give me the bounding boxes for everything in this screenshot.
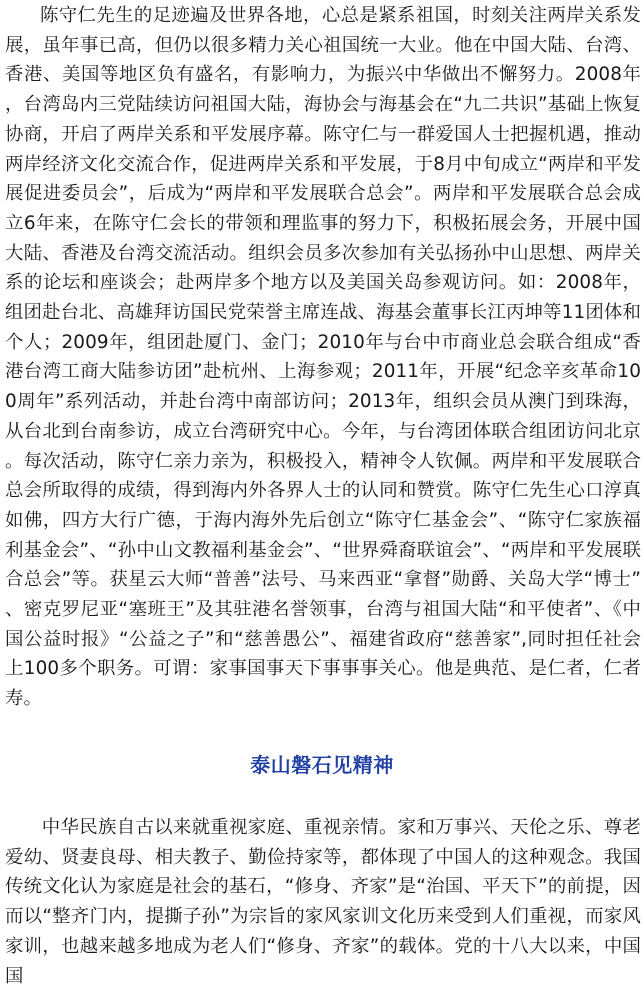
section-heading: 泰山磐石见精神	[250, 753, 394, 777]
body-paragraph-1: 陈守仁先生的足迹遍及世界各地，心总是紧系祖国，时刻关注两岸关系发展，虽年事已高，但仍以很多精力关心祖国统一大业。他在中国大陆、台湾、香港、美国等地区负有盛名，有影响力，为振兴中华做出不懈努力。2008年，台湾岛内三党陆续访问祖国大陆，海协会与海基会在“九二共识”基础上恢复协商，开启了两岸关系和平发展序幕。陈守仁与一群爱国人士把握机遇，推动两岸经济文化交流合作，促进两岸关系和平发展，于8月中旬成立“两岸和平发展促进委员会”，后成为“两岸和平发展联合总会”。两岸和平发展联合总会成立6年来，在陈守仁会长的带领和理监事的努力下，积极拓展会务，开展中国大陆、香港及台湾交流活动。组织会员多次参加有关弘扬孙中山思想、两岸关系的论坛和座谈会；赴两岸多个地方以及美国关岛参观访问。如：2008年，组团赴台北、高雄拜访国民党荣誉主席连战、海基会董事长江丙坤等11团体和个人；2009年，组团赴厦门、金门；2010年与台中市商业总会联合组成“香港台湾工商大陆参访团”赴杭州、上海参观；2011年，开展“纪念辛亥革命100周年”系列活动，并赴台湾中南部访问；2013年，组织会员从澳门到珠海，从台北到台南参访，成立台湾研究中心。今年，与台湾团体联合组团访问北京。每次活动，陈守仁亲力亲为，积极投入，精神令人钦佩。两岸和平发展联合总会所取得的成绩，得到海内外各界人士的认同和赞赏。陈守仁先生心口淳真如佛，四方大行广德，于海内海外先后创立“陈守仁基金会”、“陈守仁家族福利基金会”、“孙中山文教福利基金会”、“世界舜裔联谊会”、“两岸和平发展联合总会”等。获星云大师“普善”法号、马来西亚“拿督”勋爵、关岛大学“博士”、密克罗尼亚“塞班王”及其驻港名誉领事，台湾与祖国大陆“和平使者”、《中国公益时报》“公益之子”和“慈善愚公”、福建省政府“慈善家”,同时担任社会上100多个职务。可谓：家事国事天下事事事关心。他是典范、是仁者，仁者寿。	[5, 5, 641, 710]
body-paragraph-2: 中华民族自古以来就重视家庭、重视亲情。家和万事兴、天伦之乐、尊老爱幼、贤妻良母、相夫教子、勤俭持家等，都体现了中国人的这种观念。我国传统文化认为家庭是社会的基石，“修身、齐家”是“治国、平天下”的前提，因而以“整齐门内，提撕子孙”为宗旨的家风家训文化历来受到人们重视，而家风家训，也越来越多地成为老人们“修身、齐家”的载体。党的十八大以来，中国国	[5, 817, 641, 987]
